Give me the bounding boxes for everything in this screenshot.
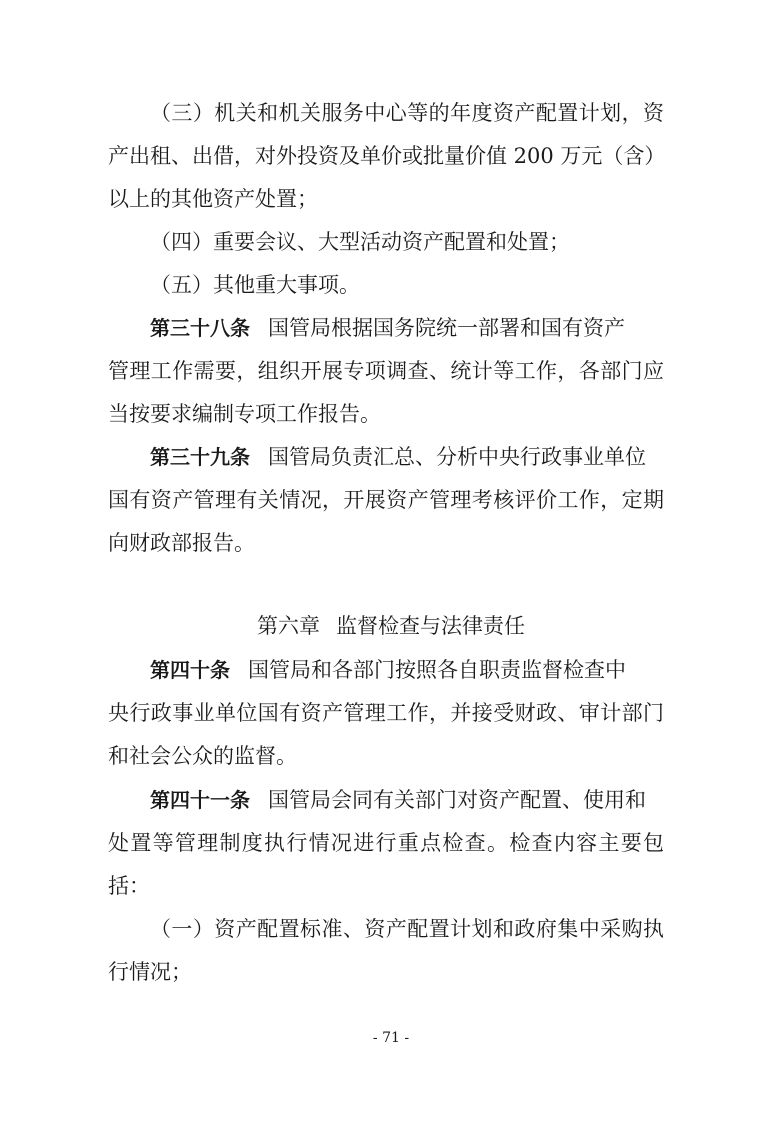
article-38-line <box>150 313 664 343</box>
text-line: （三）机关和机关服务中心等的年度资产配置计划，资 <box>150 101 664 125</box>
article-40-line <box>150 655 664 685</box>
text: 国管局和各部门按照各自职责监督检查中 <box>248 658 626 682</box>
text-line: 国有资产管理有关情况，开展资产管理考核评价工作，定期 <box>108 488 664 512</box>
text-line: 以上的其他资产处置； <box>108 187 318 211</box>
text-line: 管理工作需要，组织开展专项调查、统计等工作，各部门应 <box>108 359 664 383</box>
article-label: 第三十九条 <box>150 445 250 469</box>
text-line: （一）资产配置标准、资产配置计划和政府集中采购执 <box>150 917 664 941</box>
article-39-line <box>150 442 664 472</box>
text-line: （五）其他重大事项。 <box>150 273 360 297</box>
text-line: 处置等管理制度执行情况进行重点检查。检查内容主要包 <box>108 831 664 855</box>
text-line: 行情况； <box>108 960 192 984</box>
text-line: 产出租、出借，对外投资及单价或批量价值 200 万元（含） <box>108 144 666 168</box>
text-line: 当按要求编制专项工作报告。 <box>108 402 381 426</box>
text: 国管局会同有关部门对资产配置、使用和 <box>268 788 646 812</box>
text-line: 和社会公众的监督。 <box>108 744 297 768</box>
article-label: 第四十条 <box>150 658 230 682</box>
text-line: 央行政事业单位国有资产管理工作，并接受财政、审计部门 <box>108 701 664 725</box>
text-line: 括： <box>108 874 150 898</box>
article-label: 第三十八条 <box>150 316 250 340</box>
text: 国管局负责汇总、分析中央行政事业单位 <box>268 445 646 469</box>
text: 国管局根据国务院统一部署和国有资产 <box>268 316 625 340</box>
article-41-line <box>150 785 664 815</box>
article-label: 第四十一条 <box>150 788 250 812</box>
page-number: - 71 - <box>372 1030 410 1046</box>
text-line: （四）重要会议、大型活动资产配置和处置； <box>150 230 570 254</box>
chapter-heading <box>0 611 782 641</box>
text-line: 向财政部报告。 <box>108 531 255 555</box>
chapter-title: 监督检查与法律责任 <box>336 614 525 638</box>
chapter-number: 第六章 <box>257 614 320 638</box>
